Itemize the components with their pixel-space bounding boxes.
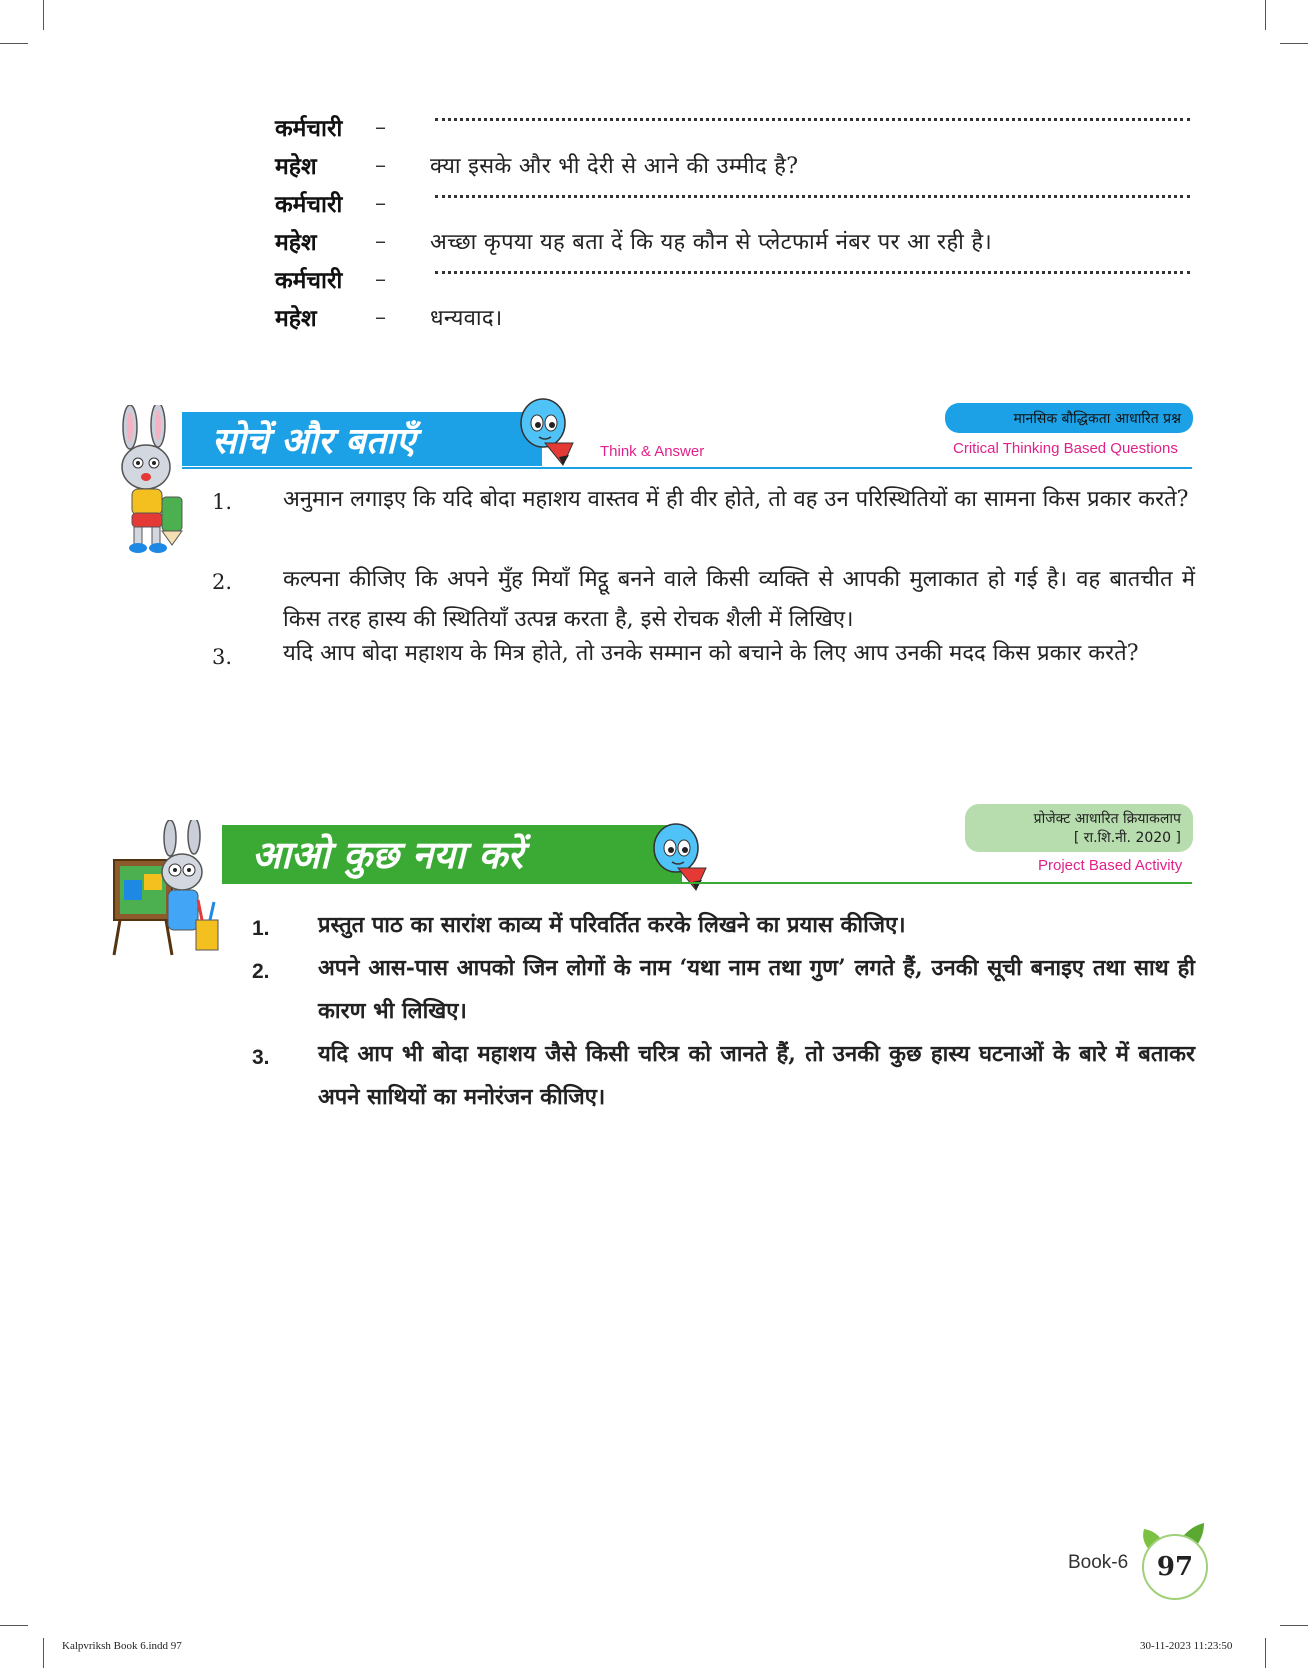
- rabbit-mascot-icon: [108, 405, 188, 555]
- dialogue-text: क्या इसके और भी देरी से आने की उम्मीद है?: [430, 154, 799, 179]
- speaker-name: कर्मचारी: [275, 115, 343, 142]
- page-number: [1142, 1534, 1208, 1600]
- dialogue-row: [275, 262, 430, 296]
- book-label: Book-6: [1068, 1552, 1129, 1573]
- badge-text-line1: प्रोजेक्ट आधारित क्रियाकलाप: [1033, 811, 1181, 827]
- badge-english: Critical Thinking Based Questions: [953, 440, 1178, 457]
- question-number: 3.: [252, 1046, 270, 1069]
- question-text: अपने आस-पास आपको जिन लोगों के नाम ‘यथा नाम तथा गुण’ लगते हैं, उनकी सूची बनाइए तथा साथ ही कारण भी लिखिए।: [318, 955, 1195, 1024]
- dialogue-row: [275, 300, 503, 334]
- badge-text: मानसिक बौद्धिकता आधारित प्रश्न: [1013, 410, 1181, 427]
- badge-english: Project Based Activity: [1038, 857, 1183, 874]
- question-number: 2.: [252, 960, 270, 983]
- dialogue-text: अच्छा कृपया यह बता दें कि यह कौन से प्लेटफार्म नंबर पर आ रही है।: [430, 230, 993, 255]
- section-title: [222, 825, 682, 882]
- speaker-name: कर्मचारी: [275, 191, 343, 218]
- painter-rabbit-icon: [110, 820, 225, 960]
- question-number: 2.: [212, 570, 233, 594]
- footer-timestamp: 30-11-2023 11:23:50: [1140, 1640, 1233, 1652]
- speaker-name: महेश: [275, 305, 317, 332]
- dash: –: [375, 266, 386, 292]
- section-title-text: सोचें और बताएँ: [212, 420, 416, 462]
- section-divider: [222, 882, 1192, 884]
- answer-blank-line[interactable]: [435, 271, 1190, 274]
- section-divider: [182, 467, 1192, 469]
- question-text: यदि आप भी बोदा महाशय जैसे किसी चरित्र को जानते हैं, तो उनकी कुछ हास्य घटनाओं के बारे में बताकर अपने साथियों का मनोरंजन कीजिए।: [318, 1041, 1195, 1110]
- crop-mark: [1265, 0, 1266, 30]
- section-subtitle: Think & Answer: [600, 443, 705, 460]
- dialogue-row: [275, 148, 798, 182]
- answer-blank-line[interactable]: [435, 118, 1190, 121]
- question-text: प्रस्तुत पाठ का सारांश काव्य में परिवर्तित करके लिखने का प्रयास कीजिए।: [318, 912, 906, 938]
- question-number: 1.: [212, 490, 233, 514]
- crop-mark: [0, 1625, 28, 1626]
- question-text: यदि आप बोदा महाशय के मित्र होते, तो उनके सम्मान को बचाने के लिए आप उनकी मदद किस प्रकार करते?: [283, 641, 1139, 666]
- crop-mark: [1265, 1638, 1266, 1668]
- pencil-mascot-icon: [515, 395, 585, 470]
- badge-text-line2: [ रा.शि.नी. 2020 ]: [1073, 830, 1181, 846]
- speaker-name: कर्मचारी: [275, 267, 343, 294]
- speaker-name: महेश: [275, 229, 317, 256]
- crop-mark: [0, 43, 28, 44]
- section-title: [182, 412, 542, 466]
- dialogue-row: [275, 186, 430, 220]
- dash: –: [375, 304, 386, 330]
- page-number-text: 97: [1156, 1552, 1194, 1582]
- activity-type-badge: [965, 804, 1193, 852]
- dash: –: [375, 152, 386, 178]
- dash: –: [375, 114, 386, 140]
- dialogue-row: [275, 110, 430, 144]
- question-number: 3.: [212, 645, 233, 669]
- question-type-badge: [945, 403, 1193, 433]
- dialogue-text: धन्यवाद।: [430, 306, 503, 331]
- dialogue-row: [275, 224, 992, 258]
- speaker-name: महेश: [275, 153, 317, 180]
- crop-mark: [1280, 43, 1308, 44]
- question-number: 1.: [252, 917, 270, 940]
- footer-file-info: Kalpvriksh Book 6.indd 97: [62, 1640, 182, 1652]
- dash: –: [375, 190, 386, 216]
- question-text: अनुमान लगाइए कि यदि बोदा महाशय वास्तव में ही वीर होते, तो वह उन परिस्थितियों का सामना किस प्रकार करते?: [283, 487, 1189, 512]
- crop-mark: [43, 1638, 44, 1668]
- crop-mark: [1280, 1625, 1308, 1626]
- crop-mark: [43, 0, 44, 30]
- dash: –: [375, 228, 386, 254]
- question-text: कल्पना कीजिए कि अपने मुँह मियाँ मिट्ठू बनने वाले किसी व्यक्ति से आपकी मुलाकात हो गई है। वह बातचीत में किस तरह हास्य की स्थितियाँ उत्पन्न करता है, इसे रोचक शैली में लिखिए।: [283, 567, 1195, 632]
- answer-blank-line[interactable]: [435, 195, 1190, 198]
- section-title-text: आओ कुछ नया करें: [252, 832, 523, 877]
